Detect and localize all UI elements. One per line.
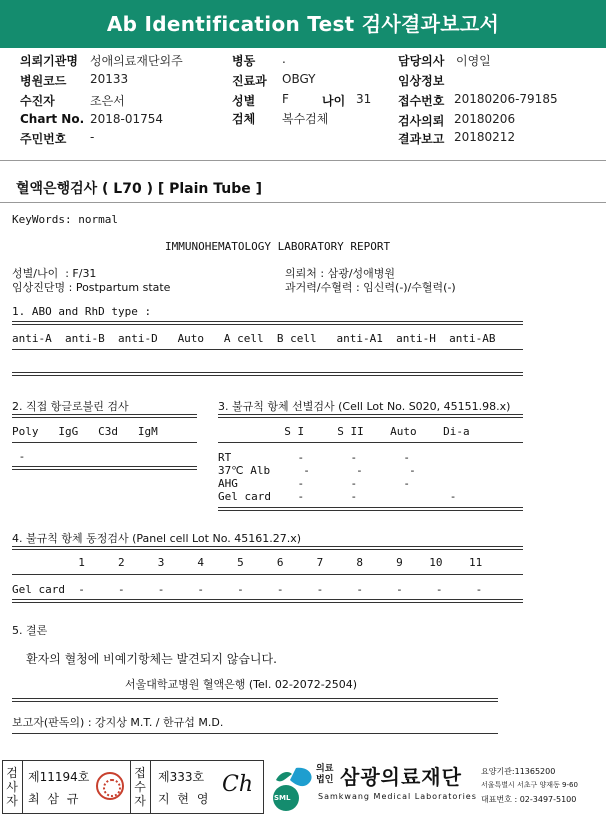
examiner-license-no: 제11194호 [28, 770, 90, 784]
section5-rule [12, 698, 498, 702]
section4-numbers: 1 2 3 4 5 6 7 8 9 10 11 [12, 556, 483, 569]
dept-label: 진료과 [232, 74, 267, 88]
section2-rule-top [12, 414, 197, 418]
age-label: 나이 [322, 94, 346, 108]
section4-title: 4. 불규칙 항체 동정검사 (Panel cell Lot No. 45161.27.x) [12, 532, 302, 545]
signature-box-divider2 [130, 760, 131, 814]
report-title: Ab Identification Test 검사결과보고서 [106, 12, 500, 36]
section2-rule-mid [12, 442, 197, 443]
report-date-value: 20180212 [454, 130, 516, 144]
signature-box-divider3 [150, 760, 151, 814]
org-code: 요양기관:11365200 [481, 767, 556, 776]
section3-headers: S I S II Auto Di-a [218, 425, 470, 438]
conclusion-lab: 서울대학교병원 혈액은행 (Tel. 02-2072-2504) [125, 678, 358, 691]
report-date-label: 결과보고 [398, 132, 445, 146]
examiner-seal-icon [96, 772, 124, 800]
reporter-line: 보고자(판독의) : 강지상 M.T. / 한규섭 M.D. [12, 716, 224, 729]
section3-row-ahg: AHG - - - [218, 477, 411, 490]
hospital-code-value: 20133 [90, 72, 129, 86]
section2-headers: Poly IgG C3d IgM [12, 425, 158, 438]
chart-no-label: Chart No. [20, 112, 85, 126]
hospital-code-label: 병원코드 [20, 74, 67, 88]
section4-rule-top [12, 546, 523, 550]
request-date-value: 20180206 [454, 112, 516, 126]
section-divider [0, 202, 606, 203]
approver-name: 지 현 영 [158, 792, 211, 806]
org-name: 삼광의료재단 [340, 765, 462, 789]
specimen-label: 검체 [232, 112, 256, 126]
institution-label: 의뢰기관명 [20, 54, 78, 68]
lab-report-title: IMMUNOHEMATOLOGY LABORATORY REPORT [165, 240, 391, 253]
request-date-label: 검사의뢰 [398, 114, 445, 128]
keywords: KeyWords: normal [12, 213, 118, 226]
resident-id-label: 주민번호 [20, 132, 67, 146]
org-english-name: Samkwang Medical Laboratories [318, 792, 477, 801]
logo-text: SML [274, 794, 291, 802]
org-prefix: 의료법인 [316, 764, 334, 785]
sml-logo-icon [266, 762, 320, 814]
patient-value: 조은서 [90, 94, 125, 108]
section3-rule-mid [218, 442, 523, 443]
dept-value: OBGY [282, 72, 316, 86]
section1-rule-bottom [12, 372, 523, 376]
sex-age-line: 성별/나이 : F/31 [12, 267, 97, 280]
specimen-value: 복수검체 [282, 112, 329, 126]
section2-value: - [12, 450, 26, 463]
org-address: 서울특별시 서초구 양재동 9-60 [481, 781, 578, 789]
section3-rule-bottom [218, 507, 523, 511]
resident-id-value: - [90, 130, 95, 144]
section1-headers: anti-A anti-B anti-D Auto A cell B cell anti-A1 anti-H anti-AB [12, 332, 496, 345]
history-line: 과거력/수혈력 : 임신력(-)/수혈력(-) [285, 281, 456, 294]
section3-row-gelcard: Gel card - - - [218, 490, 457, 503]
conclusion-text: 환자의 혈청에 비예기항체는 발견되지 않습니다. [26, 652, 277, 666]
patient-label: 수진자 [20, 94, 55, 108]
sex-value: F [282, 92, 289, 106]
examiner-label: 검사자 [6, 766, 18, 808]
section4-rule-mid [12, 574, 523, 575]
section4-row-gelcard: Gel card - - - - - - - - - - - [12, 583, 483, 596]
section2-title: 2. 직접 항글로불린 검사 [12, 400, 129, 413]
patient-info-block [0, 52, 606, 156]
section3-title: 3. 불규칙 항체 선별검사 (Cell Lot No. S020, 45151.98.x) [218, 400, 511, 413]
section3-row-alb: 37℃ Alb - - - [218, 464, 416, 477]
ward-value: . [282, 52, 286, 66]
section5-title: 5. 결론 [12, 624, 48, 637]
footer [0, 758, 606, 817]
section-title: 혈액은행검사 ( L70 ) [ Plain Tube ] [16, 181, 263, 197]
ward-label: 병동 [232, 54, 256, 68]
org-phone: 대표번호 : 02-3497-5100 [481, 795, 577, 804]
signature-icon: Ch [222, 772, 254, 797]
section2-rule-bottom [12, 466, 197, 470]
approver-label: 접수자 [134, 766, 146, 808]
section1-rule-top [12, 321, 523, 325]
doctor-value: 이영일 [456, 54, 491, 68]
reporter-rule [12, 733, 498, 734]
chart-no-value: 2018-01754 [90, 112, 164, 126]
section1-rule-mid [12, 349, 523, 350]
clinical-diagnosis-line: 임상진단명 : Postpartum state [12, 281, 171, 294]
section3-rule-top [218, 414, 523, 418]
doctor-label: 담당의사 [398, 54, 445, 68]
section4-rule-bottom [12, 599, 523, 603]
approver-license-no: 제333호 [158, 770, 205, 784]
section1-title: 1. ABO and RhD type : [12, 305, 152, 318]
client-line: 의뢰처 : 삼광/성애병원 [285, 267, 396, 280]
info-divider [0, 160, 606, 161]
report-title-bar [0, 0, 606, 48]
institution-value: 성애의료재단외주 [90, 54, 183, 68]
signature-box-divider1 [22, 760, 23, 814]
age-value: 31 [356, 92, 372, 106]
section3-row-rt: RT - - - [218, 451, 411, 464]
sex-label: 성별 [232, 94, 256, 108]
receipt-no-label: 접수번호 [398, 94, 445, 108]
examiner-name: 최 삼 규 [28, 792, 81, 806]
clinical-info-label: 임상정보 [398, 74, 445, 88]
receipt-no-value: 20180206-79185 [454, 92, 558, 106]
